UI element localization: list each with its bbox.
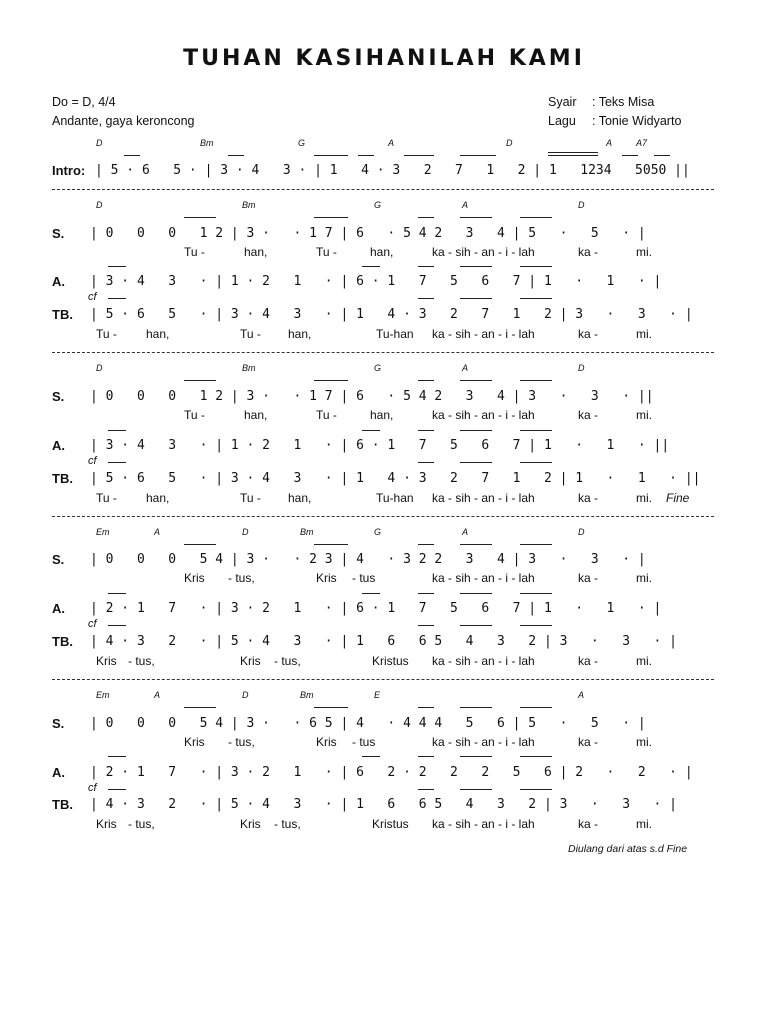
lyric: - tus, (274, 654, 301, 668)
tenor-bass-label: TB. (52, 307, 73, 322)
lyric: ka - (578, 654, 599, 668)
lyric: mi. (636, 654, 652, 668)
separator (52, 516, 714, 517)
lyric: Tu - (316, 245, 337, 259)
repeat-instruction: Diulang dari atas s.d Fine (568, 843, 688, 855)
music-credit: Lagu : Tonie Widyarto (548, 114, 682, 128)
tenor-bass-label: TB. (52, 634, 73, 649)
lyric: mi. (636, 245, 652, 259)
chord: A (606, 138, 613, 148)
lyric: - tus (352, 571, 376, 585)
lyric: ka - (578, 735, 599, 749)
soprano-notes: | 0 0 0 1 2 | 3 · · 1 7 | 6 · 5 4 2 3 4 | 5 · 5 · | (90, 226, 646, 241)
lyric: Kris (96, 654, 117, 668)
tenor-bass-notes: | 5 · 6 5 · | 3 · 4 3 · | 1 4 · 3 2 7 1 2 | 3 · 3 · | (90, 307, 693, 322)
chord: G (298, 138, 306, 148)
lyric: ka - sih - an - i - lah (432, 735, 535, 749)
lyric: - tus, (128, 654, 155, 668)
separator (52, 679, 714, 680)
chord: Bm (242, 363, 256, 373)
lyric: Kristus (372, 654, 409, 668)
tempo-marking: Andante, gaya keroncong (52, 114, 195, 128)
lyric: ka - (578, 491, 599, 505)
lyric: Tu-han (376, 327, 414, 341)
chord: A (154, 527, 161, 537)
lyric: Tu - (240, 491, 261, 505)
separator (52, 352, 714, 353)
soprano-label: S. (52, 389, 65, 404)
lyric: ka - sih - an - i - lah (432, 408, 535, 422)
lyric: mi. (636, 571, 652, 585)
key-signature: Do = D, 4/4 (52, 95, 116, 109)
lyric: - tus, (228, 571, 255, 585)
cf-marking: cf (88, 782, 97, 794)
chord: E (374, 690, 381, 700)
lyric: ka - sih - an - i - lah (432, 817, 535, 831)
chord: G (374, 200, 382, 210)
intro-label: Intro: (52, 163, 86, 178)
lyric: han, (288, 491, 312, 505)
lyric: han, (146, 491, 170, 505)
lyric: ka - (578, 571, 599, 585)
lyric: ka - sih - an - i - lah (432, 654, 535, 668)
lyric: Kris (240, 654, 261, 668)
soprano-notes: | 0 0 0 5 4 | 3 · · 2 3 | 4 · 3 2 2 3 4 | 3 · 3 · | (90, 552, 646, 567)
chord: Bm (200, 138, 214, 148)
chord: Em (96, 527, 110, 537)
alto-label: A. (52, 601, 65, 616)
lyric: Kristus (372, 817, 409, 831)
lyric: Tu - (184, 245, 205, 259)
soprano-notes: | 0 0 0 5 4 | 3 · · 6 5 | 4 · 4 4 4 5 6 | 5 · 5 · | (90, 716, 646, 731)
lyric: mi. (636, 735, 652, 749)
lyric: Tu - (316, 408, 337, 422)
alto-notes: | 2 · 1 7 · | 3 · 2 1 · | 6 · 1 7 5 6 7 | 1 · 1 · | (90, 601, 662, 616)
chord: A (388, 138, 395, 148)
lyric: ka - (578, 408, 599, 422)
separator (52, 189, 714, 190)
chord: D (242, 690, 249, 700)
lyric: han, (370, 408, 394, 422)
alto-notes: | 3 · 4 3 · | 1 · 2 1 · | 6 · 1 7 5 6 7 | 1 · 1 · | (90, 274, 662, 289)
alto-notes: | 2 · 1 7 · | 3 · 2 1 · | 6 2 · 2 2 2 5 6 | 2 · 2 · | (90, 765, 693, 780)
lyric: Tu - (96, 327, 117, 341)
fine-marking: Fine (666, 491, 690, 505)
lyric: - tus, (274, 817, 301, 831)
chord: A (462, 363, 469, 373)
lyric: Tu-han (376, 491, 414, 505)
lyric: ka - sih - an - i - lah (432, 571, 535, 585)
lyric: ka - sih - an - i - lah (432, 245, 535, 259)
lyric: han, (244, 245, 268, 259)
lyric: han, (146, 327, 170, 341)
lyric: ka - (578, 817, 599, 831)
chord: Em (96, 690, 110, 700)
chord: D (578, 200, 585, 210)
cf-marking: cf (88, 291, 97, 303)
lyric: ka - sih - an - i - lah (432, 327, 535, 341)
intro-notes: | 5 · 6 5 · | 3 · 4 3 · | 1 4 · 3 2 7 1 2 | 1 1234 5050 || (95, 163, 690, 178)
cf-marking: cf (88, 455, 97, 467)
lyric: han, (244, 408, 268, 422)
lyric: mi. (636, 408, 652, 422)
alto-label: A. (52, 274, 65, 289)
soprano-notes: | 0 0 0 1 2 | 3 · · 1 7 | 6 · 5 4 2 3 4 | 3 · 3 · || (90, 389, 654, 404)
alto-notes: | 3 · 4 3 · | 1 · 2 1 · | 6 · 1 7 5 6 7 | 1 · 1 · || (90, 438, 670, 453)
soprano-label: S. (52, 226, 65, 241)
meta-right (548, 93, 681, 131)
lyric: - tus, (128, 817, 155, 831)
lyric: Kris (240, 817, 261, 831)
chord: A (578, 690, 585, 700)
lyric: Kris (316, 735, 337, 749)
chord: G (374, 363, 382, 373)
chord: A (154, 690, 161, 700)
soprano-label: S. (52, 716, 65, 731)
lyric: Kris (184, 735, 205, 749)
chord: Bm (300, 690, 314, 700)
lyric: Tu - (96, 491, 117, 505)
chord: Bm (300, 527, 314, 537)
chord: A (462, 200, 469, 210)
chord: D (578, 363, 585, 373)
tenor-bass-notes: | 4 · 3 2 · | 5 · 4 3 · | 1 6 6 5 4 3 2 | 3 · 3 · | (90, 634, 677, 649)
lyrics-credit: Syair : Teks Misa (548, 95, 655, 109)
lyric: Tu - (240, 327, 261, 341)
soprano-label: S. (52, 552, 65, 567)
chord: D (242, 527, 249, 537)
lyric: han, (288, 327, 312, 341)
lyric: mi. (636, 817, 652, 831)
lyric: mi. (636, 491, 652, 505)
chord: D (96, 200, 103, 210)
chord: D (506, 138, 513, 148)
lyric: - tus (352, 735, 376, 749)
lyric: ka - (578, 327, 599, 341)
lyric: Kris (96, 817, 117, 831)
chord: D (96, 138, 103, 148)
lyric: - tus, (228, 735, 255, 749)
lyric: ka - sih - an - i - lah (432, 491, 535, 505)
chord: D (96, 363, 103, 373)
lyric: ka - (578, 245, 599, 259)
cf-marking: cf (88, 618, 97, 630)
lyric: han, (370, 245, 394, 259)
tenor-bass-notes: | 4 · 3 2 · | 5 · 4 3 · | 1 6 6 5 4 3 2 | 3 · 3 · | (90, 797, 677, 812)
chord: Bm (242, 200, 256, 210)
alto-label: A. (52, 765, 65, 780)
meta-left (52, 93, 194, 131)
song-title: TUHAN KASIHANILAH KAMI (183, 46, 585, 71)
chord: A (462, 527, 469, 537)
tenor-bass-notes: | 5 · 6 5 · | 3 · 4 3 · | 1 4 · 3 2 7 1 2 | 1 · 1 · || (90, 471, 701, 486)
lyric: mi. (636, 327, 652, 341)
chord: A7 (636, 138, 648, 148)
tenor-bass-label: TB. (52, 797, 73, 812)
tenor-bass-label: TB. (52, 471, 73, 486)
chord: G (374, 527, 382, 537)
alto-label: A. (52, 438, 65, 453)
lyric: Tu - (184, 408, 205, 422)
chord: D (578, 527, 585, 537)
lyric: Kris (316, 571, 337, 585)
lyric: Kris (184, 571, 205, 585)
